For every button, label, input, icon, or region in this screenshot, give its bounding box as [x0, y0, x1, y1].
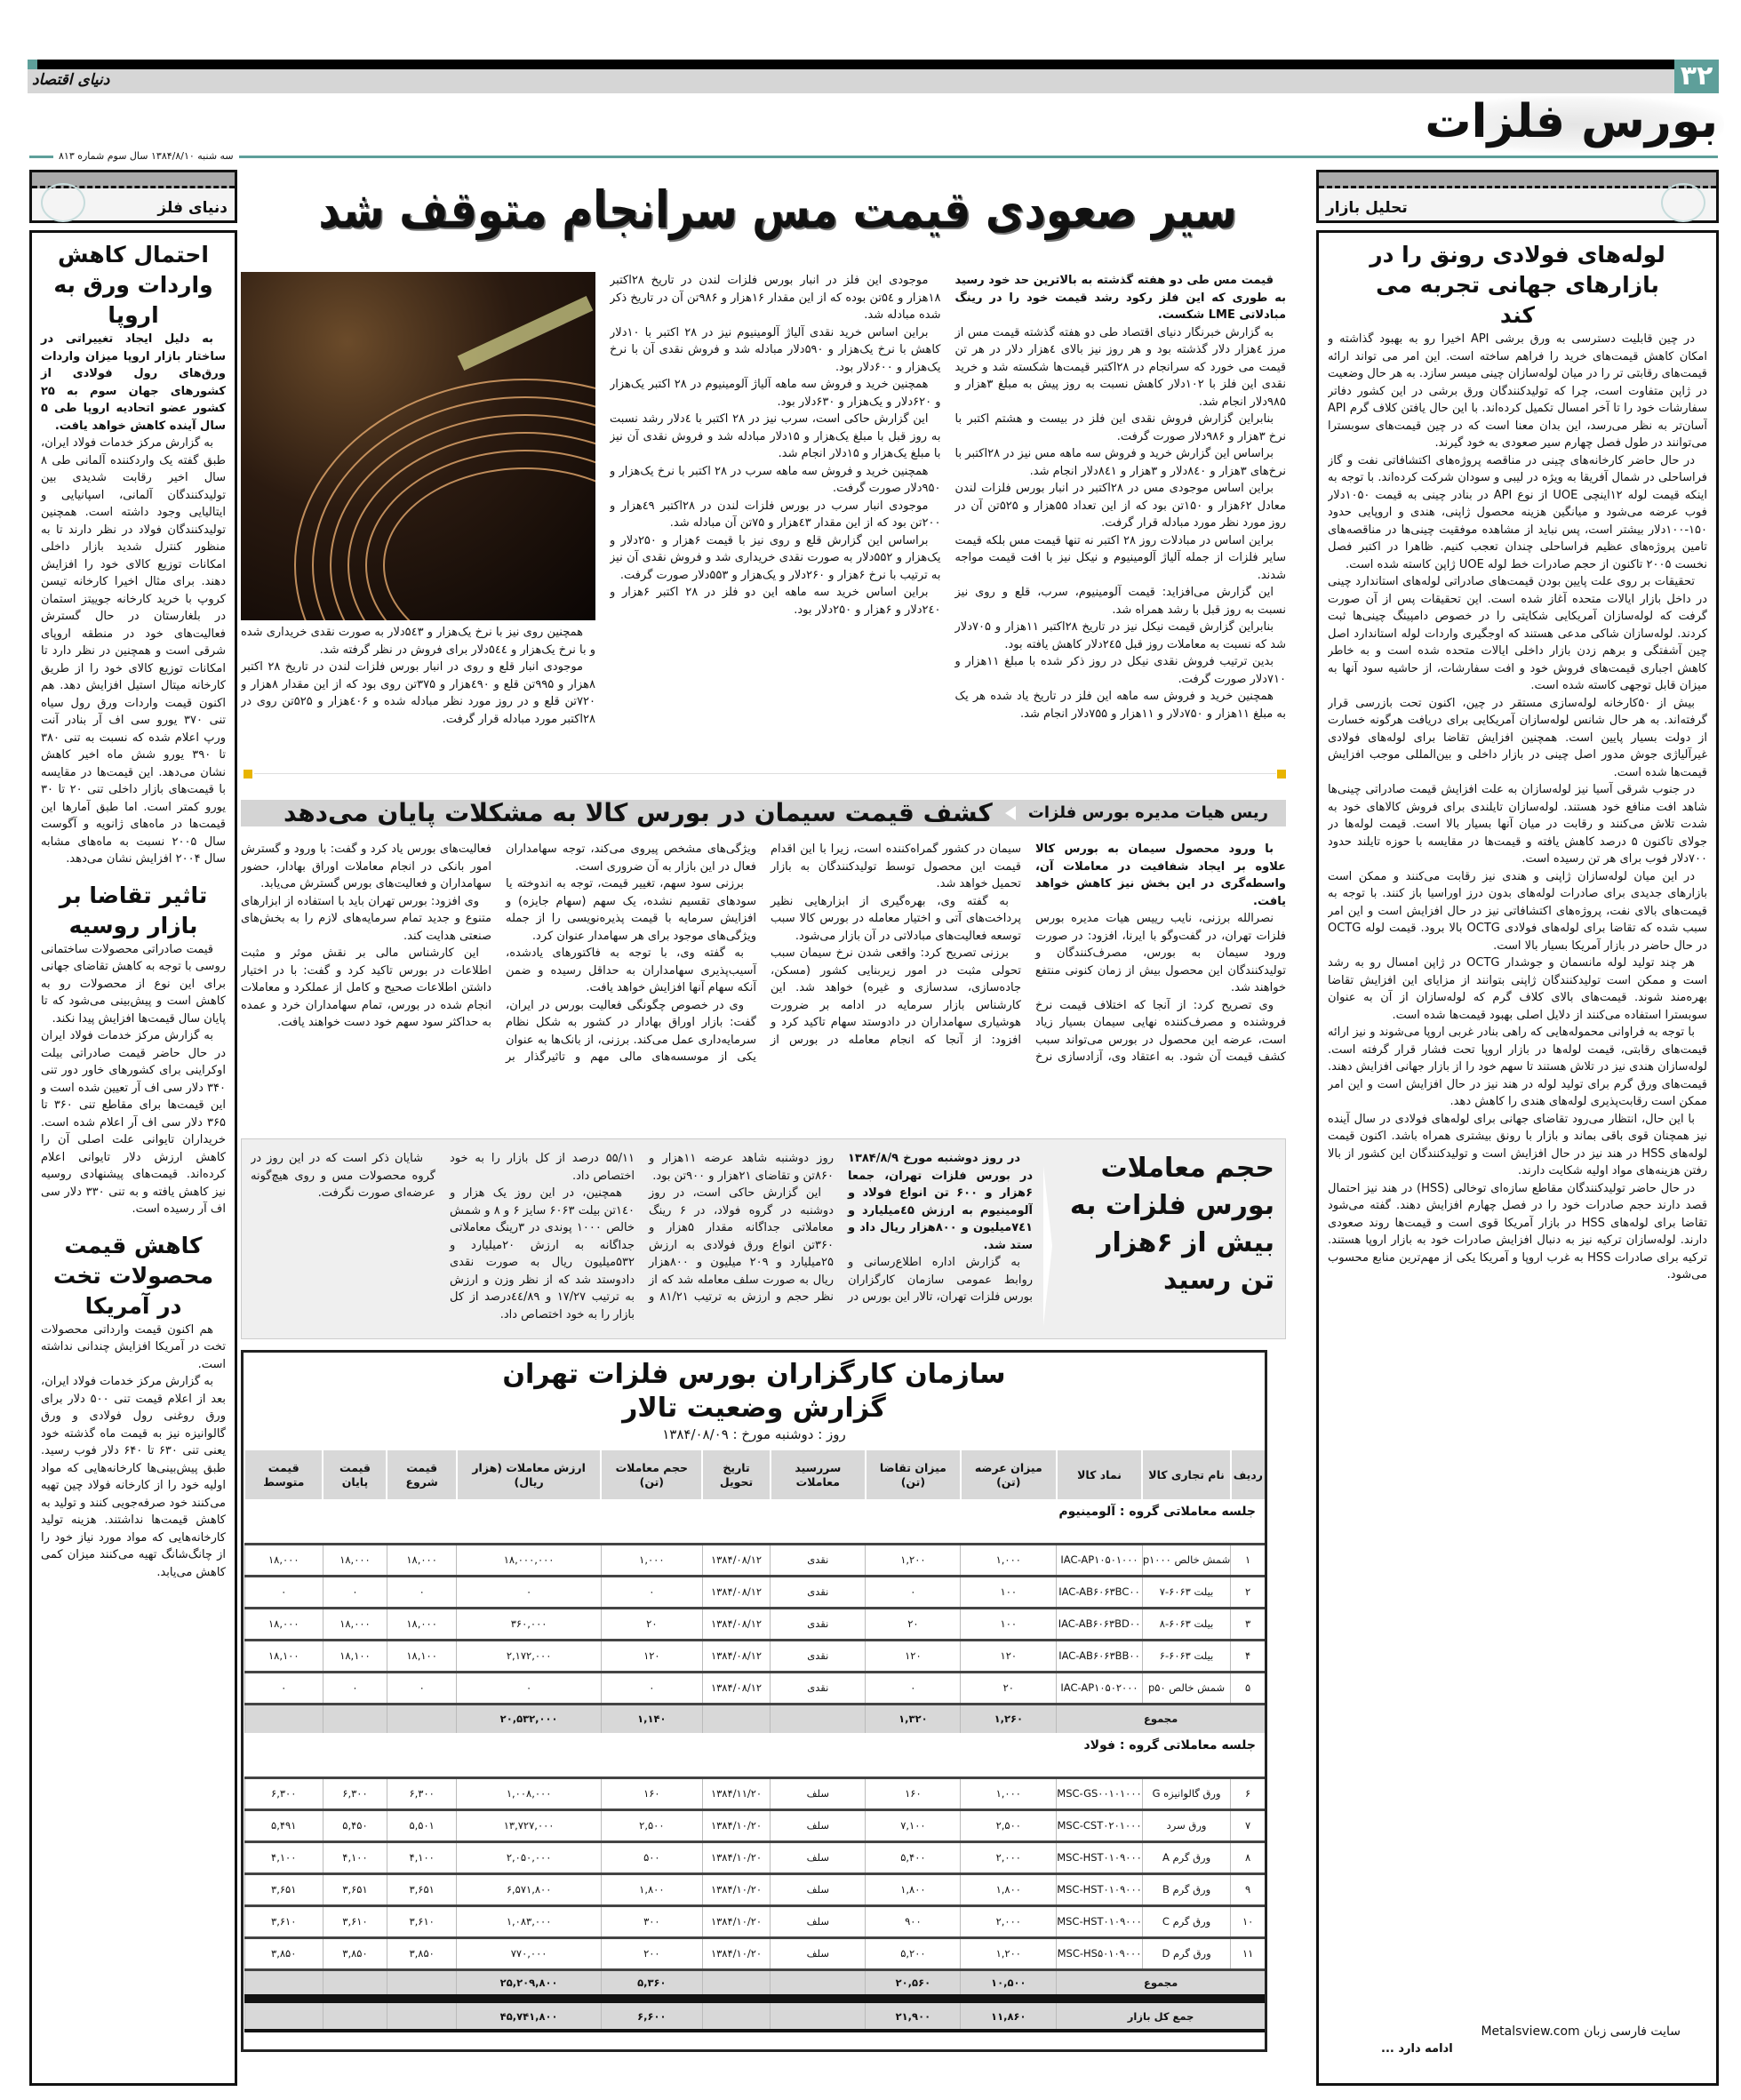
table-cell: ۱,۰۰۸,۰۰۰: [457, 1777, 601, 1809]
group-label: جلسه معاملاتی گروه : آلومینیوم: [1058, 1505, 1256, 1519]
report-title: سازمان کارگزاران بورس فلزات تهران: [502, 1359, 1006, 1390]
paragraph: به گزارش خبرنگار دنیای اقتصاد طی دو هفته گذشته قیمت مس از مرز ٤هزار دلار گذشته بود و هر روز نیز بالای ٤هزار دلار در هر تن قیمت می خورد که سرانجام در ۲۸اکتبر قیمت‌ها شکسته شد و خرید نقدی این فلز با ۱۰۲دلار کاهش نسبت به روز پیش به مبلغ ۳هزار و ۹۸۵دلار انجام شد.: [954, 325, 1286, 409]
article-body: [41, 1321, 226, 1582]
table-cell: ۳,۶۵۱: [323, 1873, 387, 1905]
table-row: [244, 1809, 1265, 1841]
table-cell: ۳,۸۵۰: [387, 1937, 456, 1969]
right-sidebar: [1316, 170, 1719, 2086]
empty-cell: [771, 1704, 866, 1733]
sum-supply: ۱,۲۶۰: [961, 1704, 1057, 1733]
paragraph: براساس این گزارش قلع و روی نیز با قیمت ۶هزار و ۲۵۰دلار و یک‌هزار و ۵۵۲دلار به صورت نقدی خریداری شد و فروش نقدی آن نیز به ترتیب با نرخ ۶هزار و ۲۶۰دلار و یک‌هزار و ۵۵۳دلار صورت گرفت.: [610, 533, 941, 582]
sidebar-header-band: [1319, 172, 1716, 188]
table-cell: IAC-AB۶۰۶۳BB۰۰: [1057, 1640, 1143, 1672]
table-cell: ۱۸,۰۰۰,۰۰۰: [457, 1544, 601, 1576]
table-cell: نقدی: [771, 1672, 866, 1704]
table-cell: ۱۸,۰۰۰: [244, 1544, 323, 1576]
table-row: [244, 1544, 1265, 1576]
paragraph: موجودی انبار سرب در بورس فلزات لندن در ۲۸اکتبر ٤۹هزار و ۲۰۰تن بود که از این مقدار ٤۳هزار و ۷۵تن آن مبادله شد.: [610, 499, 941, 530]
paragraph: وی افزود: بورس تهران باید با استفاده از ابزارهای متنوع و جدید تمام سرمایه‌های لازم را به بخش‌های صنعتی هدایت کند.: [241, 894, 491, 943]
table-cell: ۵,۴۹۱: [244, 1809, 323, 1841]
table-cell: بیلت ۶۰۶۳-۷: [1142, 1576, 1230, 1608]
table-cell: ۲۰: [866, 1608, 961, 1640]
paragraph: همچنین، در این روز یک هزار و ۱٤۰تن بیلت ۶۰۶۳ سایز ۶ و ۸ و شمش خالص ۱۰۰۰ پوندی در ۳رینگ معاملاتی جداگانه به ارزش ۲۰میلیارد و ۵۳۲میلیون ریال به صورت نقدی دادوستد شد که از نظر وزن و ارزش به ترتیب ۱۷/۲۷ و ٤٤/۸۹درصد از کل بازار را به خود اختصاص داد.: [450, 1186, 635, 1321]
empty-cell: [387, 1969, 456, 1999]
table-cell: ورق گرم A: [1142, 1841, 1230, 1873]
empty-cell: [244, 1704, 323, 1733]
table-cell: ۲: [1231, 1576, 1265, 1608]
table-cell: MSC-HST۰۱۰۹۰۰۰: [1057, 1905, 1143, 1937]
column-header: سررسید معاملات: [771, 1450, 866, 1499]
table-cell: سلف: [771, 1873, 866, 1905]
table-cell: ۱,۰۸۳,۰۰۰: [457, 1905, 601, 1937]
table-cell: ۱۸,۰۰۰: [387, 1608, 456, 1640]
paragraph: با ورود محصول سیمان به بورس کالا علاوه بر ایجاد شفافیت در معاملات آن، واسطه‌گری در این بخش نیز کاهش خواهد یافت.: [1035, 842, 1286, 908]
report-date: روز : دوشنبه مورخ : ۱۳۸۴/۰۸/۰۹: [662, 1426, 846, 1442]
paragraph: با توجه به فراوانی محموله‌هایی که راهی بنادر غربی اروپا می‌شوند و نیز ارائه قیمت‌های رقابتی، قیمت لوله‌ها در بازار اروپا تحت فشار قرار گرفته است. لوله‌سازان هندی نیز در تلاش هستند تا سهم خود را از بازار جهانی افزایش دهند. قیمت‌های ورق گرم برای تولید لوله در هند نیز در حال افزایش است و این امر ممکن است رقابت‌پذیری لوله‌های هندی را کاهش دهد.: [1328, 1026, 1707, 1108]
article-body: [41, 941, 226, 1218]
cement-headline-bar: [241, 800, 1286, 826]
group-header-row: [244, 1733, 1265, 1777]
empty-cell: [771, 1969, 866, 1999]
table-cell: ورق گالوانیزه G: [1142, 1777, 1230, 1809]
table-cell: ۱۸,۰۰۰: [323, 1608, 387, 1640]
table-cell: سلف: [771, 1841, 866, 1873]
paragraph: قیمت مس طی دو هفته گذشته به بالاترین حد خود رسید به طوری که این فلز رکود رشد قیمت خود را در رینگ مبادلاتی LME شکست.: [954, 274, 1286, 322]
table-cell: ۱,۲۰۰: [961, 1937, 1057, 1969]
table-cell: ۱۳۸۴/۱۰/۲۰: [702, 1937, 770, 1969]
table-cell: ۷,۱۰۰: [866, 1809, 961, 1841]
table-cell: ۰: [457, 1672, 601, 1704]
table-cell: ۳,۶۱۰: [323, 1905, 387, 1937]
table-cell: ۰: [866, 1672, 961, 1704]
sum-demand: ۲۰,۵۶۰: [866, 1969, 961, 1999]
article-source: سایت فارسی زبان Metalsview.com: [1481, 2024, 1681, 2039]
table-cell: بیلت ۶۰۶۳-۶: [1142, 1640, 1230, 1672]
paragraph: در روز دوشنبه مورخ ۱۳۸۴/۸/۹ در بورس فلزات تهران، جمعا ۶هزار و ۶۰۰ تن انواع فولاد و آلومینیوم به ارزش ٤۵میلیارد و ۷٤۱میلیون و ۸۰۰هزار ریال داد و ستد شد.: [848, 1152, 1033, 1252]
paragraph: هر چند تولید لوله مانسمان و جوشدار OCTG در ژاپن امسال رو به رشد است و ممکن است تولیدکنندگان ژاپنی بتوانند از مزایای این افزایش تقاضا بهره‌مند شوند. قیمت‌های بالای کلاف گرم که لوله‌سازان از آن به عنوان سوبسترا استفاده می‌کنند از دلایل اصلی بهبود قیمت‌ها شده است.: [1328, 956, 1707, 1022]
sidebar-header: [1316, 170, 1719, 223]
table-cell: ۰: [244, 1576, 323, 1608]
table-cell: سلف: [771, 1905, 866, 1937]
paragraph: به گزارش مرکز خدمات فولاد ایران، طبق گفته یک واردکننده آلمانی طی ۸ سال اخیر رقابت شدیدی بین تولیدکنندگان آلمانی، اسپانیایی و ایتالیایی وجود داشته است. همچنین تولیدکنندگان فولاد در نظر دارند تا به منظور کنترل شدید بازار داخلی امکانات توزیع کالای خود را افزایش دهند. برای مثال اخیرا کارخانه تیسن کروپ با خرید کارخانه جوییتز استمان در بلغارستان در حال گسترش فعالیت‌های خود در منطقه اروپای شرقی است و همچنین در نظر دارد تا امکانات توزیع کالای خود را از طریق کارخانه میتال استیل افزایش دهد. هم اکنون قیمت واردات ورق رول سیاه تنی ۳۷۰ یورو سی اف آر بنادر آنت ورپ اعلام شده که نسبت به تنی ۳۸۰ تا ۳۹۰ یورو شش ماه اخیر کاهش نشان می‌دهد. این قیمت‌ها در مقایسه با قیمت‌های بازار داخلی تنی ۲۰ تا ۳۰ یورو کمتر است. اما طبق آمارها این قیمت‌ها در ماه‌های ژانویه و آگوست سال ۲۰۰۵ نسبت به ماه‌های مشابه سال ۲۰۰۴ افزایش نشان می‌دهد.: [41, 436, 227, 866]
table-row: [244, 1937, 1265, 1969]
table-cell: ۱۶۰: [601, 1777, 702, 1809]
table-row: [244, 1777, 1265, 1809]
paragraph: بدین ترتیب فروش نقدی نیکل در روز ذکر شده با مبلغ ۱۱هزار و ۷۱۰دلار صورت گرفت.: [954, 655, 1286, 686]
empty-cell: [702, 1969, 770, 1999]
paragraph: برزنی تصریح کرد: واقعی شدن نرخ سیمان سبب تحولی مثبت در امور زیربنایی کشور (مسکن، جاده‌سازی، سدسازی و غیره) خواهد شد. این کارشناس بازار سرمایه در ادامه بر ضرورت هوشیاری سهامداران در دادوستد سهام تاکید کرد و افزود: از آنجا که انجام معامله در بورس از ویژگی‌های مشخص پیروی می‌کند، توجه سهامداران فعال در این بازار به آن ضروری است.: [506, 842, 1021, 1047]
table-cell: ۱۳,۷۲۷,۰۰۰: [457, 1809, 601, 1841]
paragraph: بنابراین گزارش قیمت نیکل نیز در تاریخ ۲۸اکتبر ۱۱هزار و ۷۰۵دلار شد که نسبت به معاملات روز قبل ۲٤۵دلار کاهش یافته بود.: [954, 620, 1286, 651]
paragraph: وی در خصوص چگونگی فعالیت بورس در ایران، گفت: بازار اوراق بهادار در کشور به شکل نظام سرمایه‌داری عمل می‌کند. برزنی، از بانک‌ها به عنوان یکی از موسسه‌های مالی مهم و تاثیرگذار بر فعالیت‌های بورس یاد کرد و گفت: با ورود و گسترش امور بانکی در انجام معاملات اوراق بهادار، حضور سهامداران و فعالیت‌های بورس گسترش می‌یابد.: [241, 842, 756, 1064]
sum-value: ۲۰,۵۳۲,۰۰۰: [457, 1704, 601, 1733]
sum-volume: ۵,۳۶۰: [601, 1969, 702, 1999]
table-cell: ورق سرد: [1142, 1809, 1230, 1841]
table-cell: ۴,۱۰۰: [323, 1841, 387, 1873]
trading-report: [241, 1350, 1267, 2052]
paragraph: بیش از ۵۰کارخانه لوله‌سازی مستقر در چین، اکنون تحت بازرسی قرار گرفته‌اند. به هر حال شانس لوله‌سازان آمریکایی برای دریافت هرگونه خسارت از دولت بسیار پایین است. همچنین افزایش تقاضا برای لوله‌های فولادی غیرآلیاژی جوش مدور اصل چینی در بازار داخلی و بین‌المللی موجب افزایش قیمت‌ها شده است.: [1328, 696, 1707, 779]
table-cell: ۶: [1231, 1777, 1265, 1809]
table-cell: ۱۸,۱۰۰: [244, 1640, 323, 1672]
column-header: حجم معاملات (تن): [601, 1450, 702, 1499]
table-cell: ۱۸,۰۰۰: [323, 1544, 387, 1576]
empty-cell: [771, 1999, 866, 2031]
volume-body: [251, 1150, 1033, 1328]
paragraph: در حال حاضر تولیدکنندگان مقاطع سازه‌ای توخالی (HSS) در هند نیز احتمال قصد دارند حجم صادرات خود را در فصل چهارم افزایش دهند. گفته می‌شود تقاضا برای لوله‌های HSS در بازار آمریکا قوی است و قیمت‌ها روند صعودی دارند. لوله‌سازان ترکیه نیز به دنبال افزایش صادرات خود به بازار اروپا هستند. ترکیه برای صادرات HSS به غرب اروپا و آمریکا یکی از مهم‌ترین منابع محسوب می‌شود.: [1328, 1181, 1707, 1282]
table-cell: ۵,۲۰۰: [866, 1937, 961, 1969]
table-row: [244, 1905, 1265, 1937]
table-cell: ۷: [1231, 1809, 1265, 1841]
paragraph: براین اساس در مبادلات روز ۲۸ اکتبر نه تنها قیمت مس بلکه قیمت سایر فلزات از جمله آلیاژ آلومینیوم و نیکل نیز با افت قیمت مواجه شدند.: [954, 533, 1286, 582]
table-row: [244, 1640, 1265, 1672]
paragraph: به گزارش اداره اطلاع‌رسانی و روابط عمومی سازمان کارگزاران بورس فلزات تهران، تالار این بورس در روز دوشنبه شاهد عرضه ۱۱هزار و ۸۶۰تن و تقاضای ۲۱هزار و ۹۰۰تن بود.: [649, 1152, 1033, 1304]
paragraph: با این حال، انتظار می‌رود تقاضای جهانی برای لوله‌های فولادی در سال آینده نیز همچنان قوی باقی بماند و بازار با رونق بیشتری همراه باشد. اکنون قیمت لوله‌های HSS در هند نیز در حال افزایش است و تولیدکنندگان این کشور از بالا رفتن هزینه‌های مواد اولیه شکایت دارند.: [1328, 1112, 1707, 1178]
table-cell: ۱۰۰: [961, 1608, 1057, 1640]
table-cell: IAC-AP۱۰۵۰۱۰۰۰: [1057, 1544, 1143, 1576]
table-cell: ۱۳۸۴/۰۸/۱۲: [702, 1576, 770, 1608]
table-cell: ورق گرم D: [1142, 1937, 1230, 1969]
table-cell: MSC-HST۰۱۰۹۰۰۰: [1057, 1873, 1143, 1905]
paragraph: در حال حاضر کارخانه‌های چینی در مناقصه پروژه‌های اکتشافاتی نفت و گاز فراساحلی در شمال آفریقا به ویژه در لیبی و سودان شرکت کرده‌اند. با توجه به اینکه قیمت لوله ۱۲اینچی UOE از نوع API در بنادر چینی به قیمت ۱۰۵۰دلار فوب عرضه می‌شود و میانگین هزینه محصول ژاپنی، هندی و اروپایی حدود ۱۵۰-۱۰۰دلار بیشتر است، پس نباید از مشاهده موفقیت چینی‌ها در مناقصه‌های تامین پروژه‌های عظیم فراساحلی چندان تعجب کنیم. ظاهرا در اکتبر فصل نخست ۲۰۰۵ تاکنون از حجم صادرات خط لوله UOE ژاپن کاسته شده است.: [1328, 453, 1707, 571]
table-cell: ۱۸,۱۰۰: [323, 1640, 387, 1672]
column-header: قیمت پایان: [323, 1450, 387, 1499]
empty-cell: [387, 1704, 456, 1733]
table-row: [244, 1873, 1265, 1905]
table-cell: ۱,۰۰۰: [961, 1777, 1057, 1809]
table-cell: ۰: [323, 1672, 387, 1704]
table-cell: ۱۳۸۴/۱۰/۲۰: [702, 1841, 770, 1873]
divider: [254, 773, 1276, 774]
table-cell: ۱۳۸۴/۱۰/۲۰: [702, 1809, 770, 1841]
article-title: احتمال کاهش واردات ورق به اروپا: [53, 242, 213, 328]
paragraph: تحقیقات بر روی علت پایین بودن قیمت‌های صادراتی لوله‌های استاندارد چینی در داخل بازار ایالات متحده آغاز شده است. این تحقیقات پس از آن صورت گرفت که لوله‌سازان آمریکایی شکایتی را در خصوص دامپینگ چینی‌ها ثبت کردند. لوله‌سازان شاکی مدعی هستند که اوجگیری واردات لوله استاندارد اصل چین آشفتگی و برهم زدن بازار داخلی ایالات متحده شده است و به خاطر کاهش اجباری قیمت‌های فروش خود و افت سفارشات، از حاشیه سود آنها به میزان قابل توجهی کاسته شده است.: [1328, 575, 1707, 692]
table-cell: ۸: [1231, 1841, 1265, 1873]
paragraph: در چین قابلیت دسترسی به ورق برشی API اخیرا رو به بهبود گذاشته و امکان کاهش قیمت‌های خرید را فراهم ساخته است. این امر می تواند ارائه قیمت‌های رقابتی تر را در میان لوله‌سازان چینی میسر سازد. به هر حال وضعیت در ژاپن متفاوت است، چرا که تولیدکنندگان ورق برشی در این کشور دفاتر سفارشات خود را تا آخر امسال تکمیل کرده‌اند. با این حال یافتن کلاف گرم API آسان‌تر به نظر می‌رسد، این بدان معنا است که در چین قیمت‌های سوبسترا می‌توانند در طول فصل چهارم سیر صعودی به خود گیرند.: [1328, 332, 1707, 450]
cement-kicker: ریس هیات مدیره بورس فلزات: [1027, 803, 1268, 822]
table-cell: ۰: [387, 1672, 456, 1704]
table-cell: ۶,۳۰۰: [387, 1777, 456, 1809]
table-cell: ۱۸,۰۰۰: [244, 1608, 323, 1640]
empty-cell: [323, 1969, 387, 1999]
table-cell: ۶,۳۰۰: [244, 1777, 323, 1809]
table-cell: ۱۶۰: [866, 1777, 961, 1809]
column-header: نام تجاری کالا: [1142, 1450, 1230, 1499]
table-cell: ۱۳۸۴/۰۸/۱۲: [702, 1608, 770, 1640]
section-title: بورس فلزات: [1425, 95, 1718, 148]
table-cell: ۱۳۸۴/۱۰/۲۰: [702, 1905, 770, 1937]
table-cell: MSC-GS۰۰۱۰۱۰۰۰: [1057, 1777, 1143, 1809]
table-cell: بیلت ۶۰۶۳-۸: [1142, 1608, 1230, 1640]
table-cell: ۱۰۰: [961, 1576, 1057, 1608]
paragraph: در جنوب شرقی آسیا نیز لوله‌سازان به علت افزایش قیمت صادراتی چینی‌ها شاهد افت منافع خود هستند. لوله‌سازان تایلندی برای فروش کالاهای خود به شدت تلاش می‌کنند و رقابت در میان آنها بسیار بالا است. قیمت لوله‌ها در جولای تاکنون ۵ درصد کاهش یافته و قیمت‌ها در مقایسه با حوزه تایلند حدود ۷۰۰دلار فوب برای هر تن رسیده است.: [1328, 783, 1707, 866]
table-cell: ۳,۶۵۱: [244, 1873, 323, 1905]
table-cell: ۶,۵۷۱,۸۰۰: [457, 1873, 601, 1905]
table-cell: ۶,۳۰۰: [323, 1777, 387, 1809]
table-cell: ورق گرم C: [1142, 1905, 1230, 1937]
table-cell: ۳,۶۵۱: [387, 1873, 456, 1905]
table-cell: ورق گرم B: [1142, 1873, 1230, 1905]
empty-cell: [323, 1999, 387, 2031]
table-cell: سلف: [771, 1809, 866, 1841]
paragraph: براین اساس خرید نقدی آلیاژ آلومینیوم نیز در ۲۸ اکتبر با ۱۰دلار کاهش با نرخ یک‌هزار و ۵۹۰دلار مبادله شد و فروش نقدی آن با نرخ یک‌هزار و ۶۰۰دلار بود.: [610, 325, 941, 374]
table-cell: ۰: [387, 1576, 456, 1608]
sum-value: ۴۵,۷۴۱,۸۰۰: [457, 1999, 601, 2031]
table-cell: ۴: [1231, 1640, 1265, 1672]
table-row: [244, 1841, 1265, 1873]
table-cell: ۳۰۰: [601, 1905, 702, 1937]
paragraph: به گفته وی، با توجه به فاکتورهای یادشده، آسیب‌پذیری سهامداران به حداقل رسیده و ضمن آنکه سهام آنها افزایش خواهد یافت.: [506, 946, 756, 994]
empty-cell: [323, 1704, 387, 1733]
table-cell: ۱,۰۰۰: [961, 1544, 1057, 1576]
table-cell: ۱,۰۰۰: [601, 1544, 702, 1576]
table-cell: ۱: [1231, 1544, 1265, 1576]
table-cell: ۹: [1231, 1873, 1265, 1905]
paragraph: بنابراین گزارش فروش نقدی این فلز در بیست و هشتم اکتبر با نرخ ۳هزار و ۹۸۶دلار صورت گرفت.: [954, 412, 1286, 443]
cement-article-body: [241, 841, 1286, 1077]
paragraph: این گزارش حاکی است، در روز دوشنبه در گروه فولاد، در ۶ رینگ معاملاتی جداگانه مقدار ۵هزار و ۳۶۰تن انواع ورق فولادی به ارزش ۲۵میلیارد و ۲۰۹ میلیون و ۸۰۰هزار ریال به صورت سلف معامله شد که از نظر حجم و ارزش به ترتیب ۸۱/۲۱ و ۵۵/۱۱ درصد از کل بازار را به خود اختصاص داد.: [450, 1152, 835, 1304]
paragraph: به دلیل ایجاد تغییراتی در ساختار بازار اروپا میزان واردات ورق‌های رول فولادی از کشورهای جهان سوم به ۲۵ کشور عضو اتحادیه اروپا طی ۵ سال آینده کاهش خواهد یافت.: [41, 332, 226, 433]
table-cell: ۲,۰۰۰: [961, 1905, 1057, 1937]
table-cell: ۱۸,۱۰۰: [387, 1640, 456, 1672]
table-cell: ۳۶۰,۰۰۰: [457, 1608, 601, 1640]
column-header: ردیف: [1231, 1450, 1265, 1499]
table-cell: شمش خالص p۵۰: [1142, 1672, 1230, 1704]
table-cell: ۱۳۸۴/۰۸/۱۲: [702, 1544, 770, 1576]
table-cell: ۱۸,۰۰۰: [387, 1544, 456, 1576]
table-cell: ۵,۴۰۰: [866, 1841, 961, 1873]
continued-note: ادامه دارد ...: [1381, 2042, 1453, 2056]
table-cell: IAC-AB۶۰۶۳BC۰۰: [1057, 1576, 1143, 1608]
table-cell: نقدی: [771, 1608, 866, 1640]
empty-cell: [702, 1704, 770, 1733]
paragraph: برزنی سود سهم، تغییر قیمت، توجه به اندوخته یا سودهای تقسیم نشده، یک سهم (سهام جایزه) و افزایش سرمایه با قیمت پذیره‌نویسی را از جمله ویژگی‌های موجود برای هر سهامدار عنوان کرد.: [506, 877, 756, 943]
table-row: [244, 1576, 1265, 1608]
table-cell: ۳,۸۵۰: [323, 1937, 387, 1969]
paragraph: این گزارش می‌افزاید: قیمت آلومینیوم، سرب، قلع و روی نیز نسبت به روز قبل با رشد همراه شد.: [954, 586, 1286, 617]
table-cell: ۱۳۸۴/۱۰/۲۰: [702, 1873, 770, 1905]
table-cell: ۳,۶۱۰: [387, 1905, 456, 1937]
table-cell: ۵,۵۰۱: [387, 1809, 456, 1841]
table-cell: ۱۲۰: [866, 1640, 961, 1672]
paragraph: این گزارش حاکی است، سرب نیز در ۲۸ اکتبر با ٤دلار رشد نسبت به روز قبل با مبلغ یک‌هزار و ۱۵دلار مبادله شد و فروش نقدی آن نیز با مبلغ یک‌هزار و ۱۵دلار انجام شد.: [610, 412, 941, 460]
sum-label: مجموع: [1057, 1704, 1265, 1733]
main-headline-wrap: [249, 178, 1306, 249]
paragraph: همچنین خرید و فروش سه ماهه آلیاژ آلومینیوم در ۲۸ اکتبر یک‌هزار و ۶۲۰دلار و یک‌هزار و ۶۳۰دلار بود.: [610, 378, 941, 409]
paragraph: به گفته وی، بهره‌گیری از ابزارهایی نظیر پرداخت‌های آتی و اختیار معامله در بورس کالا سبب توسعه فعالیت‌های مبادلاتی در آن بازار می‌شود.: [771, 894, 1021, 943]
empty-cell: [702, 1999, 770, 2031]
table-cell: ۵۰۰: [601, 1841, 702, 1873]
sum-value: ۲۵,۲۰۹,۸۰۰: [457, 1969, 601, 1999]
table-cell: نقدی: [771, 1544, 866, 1576]
table-cell: ۱,۲۰۰: [866, 1544, 961, 1576]
paragraph: همچنین خرید و فروش سه ماهه این فلز در تاریخ یاد شده هر یک به مبلغ ۱۱هزار و ۷۵۰دلار و ۱۱هزار و ۷۵۵دلار انجام شد.: [954, 690, 1286, 721]
table-cell: نقدی: [771, 1576, 866, 1608]
table-row: [244, 1608, 1265, 1640]
divider-marker: [244, 770, 252, 779]
paragraph: در این میان لوله‌سازان ژاپنی و هندی نیز رقابت می‌کنند و ممکن است بازارهای جدیدی برای صادرات لوله‌های بدون درز اوراسیا باز کنند. با توجه به قیمت‌های بالای نفت، پروژه‌های اکتشافاتی نیز در حال افزایش است و این امر سبب شده که تقاضا برای لوله‌های فولادی OCTG بالا برود. قیمت لوله OCTG در حال حاضر در بازار آمریکا بسیار بالا است.: [1328, 869, 1707, 953]
table-cell: ۹۰۰: [866, 1905, 961, 1937]
paragraph: به گزارش مرکز خدمات فولاد ایران، بعد از اعلام قیمت تنی ۵۰۰ دلار برای ورق روغنی رول فولادی و ورق گالوانیزه نیز به قیمت ماه گذشته خود یعنی تنی ۶۳۰ تا ۶۴۰ دلار فوب رسید. طبق پیش‌بینی‌ها کارخانه‌هایی که مواد اولیه خود را از کارخانه فولاد چین تهیه می‌کنند خود صرفه‌جویی کنند و تولید به کاهش قیمت‌ها نداشتند. هزینه تولید کارخانه‌هایی که مواد مورد نیاز خود را از چانگ‌شانگ تهیه می‌کنند میزان کمی کاهش می‌یابد.: [41, 1375, 226, 1579]
subtotal-row: [244, 1969, 1265, 1999]
table-cell: IAC-AP۱۰۵۰۲۰۰۰: [1057, 1672, 1143, 1704]
table-cell: ۱۳۸۴/۱۱/۲۰: [702, 1777, 770, 1809]
paragraph: این کارشناس مالی بر نقش موثر و مثبت اطلاعات در بورس تاکید کرد و گفت: با در اختیار داشتن اطلاعات صحیح و کامل از عملکرد و معاملات انجام شده در بورس، تمام سهامداران خرد و عمده به حداکثر سود سهم خود دست خواهند یافت.: [241, 946, 491, 1029]
column-header: قیمت شروع: [387, 1450, 456, 1499]
newspaper-logo: دنیای اقتصاد: [32, 71, 110, 89]
group-label: جلسه معاملاتی گروه : فولاد: [1083, 1738, 1256, 1753]
paragraph: نصرالله برزنی، نایب رییس هیات مدیره بورس فلزات تهران، در گفت‌وگو با ایرنا، افزود: در صورت ورود سیمان به بورس، مصرف‌کنندگان و تولیدکنندگان این محصول بیش از زمان کنونی منتفع خواهند شد.: [1035, 912, 1286, 994]
table-cell: نقدی: [771, 1640, 866, 1672]
trading-volume-box: [241, 1138, 1286, 1339]
table-cell: ۲۰: [601, 1608, 702, 1640]
table-cell: ۱,۸۰۰: [601, 1873, 702, 1905]
arrow-icon: [1005, 806, 1016, 820]
table-cell: ۳,۸۵۰: [244, 1937, 323, 1969]
column-header: میزان تقاضا (تن): [866, 1450, 961, 1499]
empty-cell: [244, 1969, 323, 1999]
table-cell: ۱۳۸۴/۰۸/۱۲: [702, 1672, 770, 1704]
table-cell: ۲,۱۷۲,۰۰۰: [457, 1640, 601, 1672]
cement-headline: کشف قیمت سیمان در بورس کالا به مشکلات پایان می‌دهد: [284, 798, 993, 827]
table-cell: سلف: [771, 1937, 866, 1969]
globe-icon: [41, 183, 85, 222]
pointer-icon: [1043, 1166, 1052, 1326]
sidebar-label: تحلیل بازار: [1326, 199, 1408, 217]
sum-volume: ۶,۶۰۰: [601, 1999, 702, 2031]
table-cell: ۱,۸۰۰: [961, 1873, 1057, 1905]
grand-total-row: [244, 1999, 1265, 2031]
table-cell: ۳: [1231, 1608, 1265, 1640]
table-cell: ۱۲۰: [601, 1640, 702, 1672]
table-cell: ۲,۵۰۰: [961, 1809, 1057, 1841]
paragraph: براین اساس خرید سه ماهه این دو فلز در ۲۸ اکتبر ۶هزار و ۲٤۰دلار و ۶هزار و ۲۵۰دلار بود.: [610, 586, 941, 617]
sum-demand: ۱,۳۲۰: [866, 1704, 961, 1733]
sum-label: مجموع: [1057, 1969, 1265, 1999]
paragraph: براساس این گزارش خرید و فروش سه ماهه مس نیز در ۲۸اکتبر با نرخ‌های ۳هزار و ۸٤۰دلار و ۳هزار و ۸٤۱دلار انجام شد.: [954, 447, 1286, 478]
table-cell: ۴,۱۰۰: [387, 1841, 456, 1873]
table-cell: شمش خالص p۱۰۰۰: [1142, 1544, 1230, 1576]
column-header: نماد کالا: [1057, 1450, 1143, 1499]
article-title: تاثیر تقاضا بر بازار روسیه: [59, 882, 208, 938]
sidebar-header: [29, 170, 237, 223]
copper-coil-photo: [241, 272, 595, 620]
table-cell: ۰: [244, 1672, 323, 1704]
table-cell: ۰: [866, 1576, 961, 1608]
section-rule: [29, 156, 1718, 158]
paragraph: براین اساس موجودی مس در ۲۸اکتبر در انبار بورس فلزات لندن معادل ۶۲هزار و ۱۵۰تن بود که از این تعداد ۵۵هزار و ۵۲۵تن آن در روز مورد نظر مورد مبادله قرار گرفت.: [954, 482, 1286, 530]
report-subtitle: گزارش وضعیت تالار: [622, 1393, 886, 1424]
table-cell: ۱۰: [1231, 1905, 1265, 1937]
empty-cell: [387, 1999, 456, 2031]
table-cell: ۰: [323, 1576, 387, 1608]
table-cell: ۴,۱۰۰: [244, 1841, 323, 1873]
paragraph: هم اکنون قیمت وارداتی محصولات تخت در آمریکا افزایش چندانی نداشته است.: [41, 1322, 226, 1371]
empty-cell: [244, 1999, 323, 2031]
table-cell: ۳,۶۱۰: [244, 1905, 323, 1937]
table-cell: سلف: [771, 1777, 866, 1809]
page-number: ۳۲: [1674, 60, 1719, 93]
table-cell: ۱۳۸۴/۰۸/۱۲: [702, 1640, 770, 1672]
table-cell: ۵,۴۵۰: [323, 1809, 387, 1841]
paragraph: شایان ذکر است که در این روز در گروه محصولات مس و روی هیچ‌گونه عرضه‌ای صورت نگرفت.: [251, 1152, 435, 1200]
table-cell: ۰: [601, 1576, 702, 1608]
header-band: [28, 69, 1674, 93]
subtotal-row: [244, 1704, 1265, 1733]
table-cell: MSC-HST۰۱۰۹۰۰۰: [1057, 1841, 1143, 1873]
main-headline: سیر صعودی قیمت مس سرانجام متوقف شد: [318, 180, 1237, 240]
table-cell: ۵: [1231, 1672, 1265, 1704]
table-cell: ۲,۵۰۰: [601, 1809, 702, 1841]
sidebar-label: دنیای فلز: [157, 199, 228, 217]
paragraph: موجودی انبار قلع و روی در انبار بورس فلزات لندن در تاریخ ۲۸ اکتبر ۸هزار و ۹۹۵تن قلع و ٤۹۰هزار و ۳۷۵تن روی بود که از این مقدار ۸هزار و ۷۲۰تن قلع و در روز مورد نظر مبادله شده و ٤۰۶هزار و ۵۲۵تن روی در ۲۸اکتبر مورد مبادله قرار گرفت.: [241, 660, 595, 726]
volume-headline: حجم معاملات بورس فلزات به بیش از ۶هزار تن رسید: [1069, 1153, 1274, 1296]
table-cell: ۰: [457, 1576, 601, 1608]
divider-marker: [1277, 770, 1286, 779]
table-cell: IAC-AB۶۰۶۳BD۰۰: [1057, 1608, 1143, 1640]
market-analysis-article: [1316, 230, 1719, 2086]
column-header: قیمت متوسط: [244, 1450, 323, 1499]
article-body: [41, 331, 226, 868]
table-cell: ۰: [601, 1672, 702, 1704]
table-cell: ۲,۰۵۰,۰۰۰: [457, 1841, 601, 1873]
paragraph: وی تصریح کرد: از آنجا که اختلاف قیمت نرخ فروشنده و مصرف‌کننده نهایی سیمان بسیار زیاد است، عرضه این محصول در بورس می‌تواند سبب کشف قیمت آن شود. به اعتقاد وی، آزادسازی نرخ سیمان در کشور گمراه‌کننده است، زیرا با این اقدام قیمت این محصول توسط تولیدکنندگان به بازار تحمیل خواهد شد.: [771, 842, 1286, 1064]
globe-icon: [1661, 183, 1705, 222]
main-article-body: [610, 272, 1286, 756]
column-header: ارزش معاملات (هزار ریال): [457, 1450, 601, 1499]
table-cell: ۱۲۰: [961, 1640, 1057, 1672]
table-cell: MSC-HS۵۰۱۰۹۰۰۰: [1057, 1937, 1143, 1969]
paragraph: موجودی این فلز در انبار بورس فلزات لندن در تاریخ ۲۸اکتبر ۱۸هزار و ۵٤تن بوده که از این مقدار ۱۶هزار و ۹۸۶تن آن در تاریخ ذکر شده مبادله شد.: [610, 274, 941, 322]
sum-demand: ۲۱,۹۰۰: [866, 1999, 961, 2031]
sum-volume: ۱,۱۴۰: [601, 1704, 702, 1733]
column-header: میزان عرضه (تن): [961, 1450, 1057, 1499]
sum-label: جمع کل بازار: [1057, 1999, 1265, 2031]
paragraph: همچنین روی نیز با نرخ یک‌هزار و ۵٤۳دلار به صورت نقدی خریداری شده و با نرخ یک‌هزار و ۵٤٤دلار برای فروش در نظر گرفته شد.: [241, 626, 595, 657]
table-cell: ۲۰: [961, 1672, 1057, 1704]
column-header: تاریخ تحویل: [702, 1450, 770, 1499]
table-cell: ۲۰۰: [601, 1937, 702, 1969]
header-rule: [37, 60, 1674, 69]
left-sidebar: [29, 170, 237, 2086]
table-cell: ۷۷۰,۰۰۰: [457, 1937, 601, 1969]
sum-supply: ۱۰,۵۰۰: [961, 1969, 1057, 1999]
paragraph: به گزارش مرکز خدمات فولاد ایران در حال حاضر قیمت صادراتی بیلت اوکراینی برای کشورهای خاور دور تنی ۳۴۰ دلار سی اف آر تعیین شده است و این قیمت‌ها برای مقاطع تنی ۳۶۰ تا ۳۶۵ دلار سی اف آر اعلام شده است. خریداران تایوانی علت اصلی آن را کاهش ارزش دلار تایوانی اعلام کرده‌اند. قیمت‌های پیشنهادی روسیه نیز کاهش یافته و به تنی ۳۳۰ دلار سی اف آر رسیده است.: [41, 1029, 227, 1216]
article-title: کاهش قیمت محصولات تخت در آمریکا: [52, 1232, 214, 1319]
table-cell: ۲,۰۰۰: [961, 1841, 1057, 1873]
group-header-row: [244, 1499, 1265, 1544]
article-title: لوله‌های فولادی رونق را در بازارهای جهانی تجربه می کند: [1370, 242, 1665, 328]
paragraph: همچنین خرید و فروش سه ماهه سرب در ۲۸ اکتبر با نرخ یک‌هزار و ۹۵۰دلار صورت گرفت.: [610, 464, 941, 495]
paragraph: قیمت صادراتی محصولات ساختمانی روسی با توجه به کاهش تقاضای جهانی برای این نوع از محصولات رو به کاهش است و پیش‌بینی می‌شود که تا پایان سال قیمت‌ها افزایش پیدا نکند.: [41, 942, 226, 1026]
table-cell: MSC-CST۰۲۰۱۰۰۰: [1057, 1809, 1143, 1841]
sidebar-articles: [29, 230, 237, 2086]
table-cell: ۱۱: [1231, 1937, 1265, 1969]
sum-supply: ۱۱,۸۶۰: [961, 1999, 1057, 2031]
dateline: سه شنبه ۱۳۸۴/۸/۱۰ سال سوم شماره ۸۱۳: [53, 149, 239, 164]
article-body: [1328, 331, 1707, 2019]
table-row: [244, 1672, 1265, 1704]
report-table: [244, 1450, 1265, 2032]
table-cell: ۱,۸۰۰: [866, 1873, 961, 1905]
photo-caption-text: [241, 624, 595, 763]
